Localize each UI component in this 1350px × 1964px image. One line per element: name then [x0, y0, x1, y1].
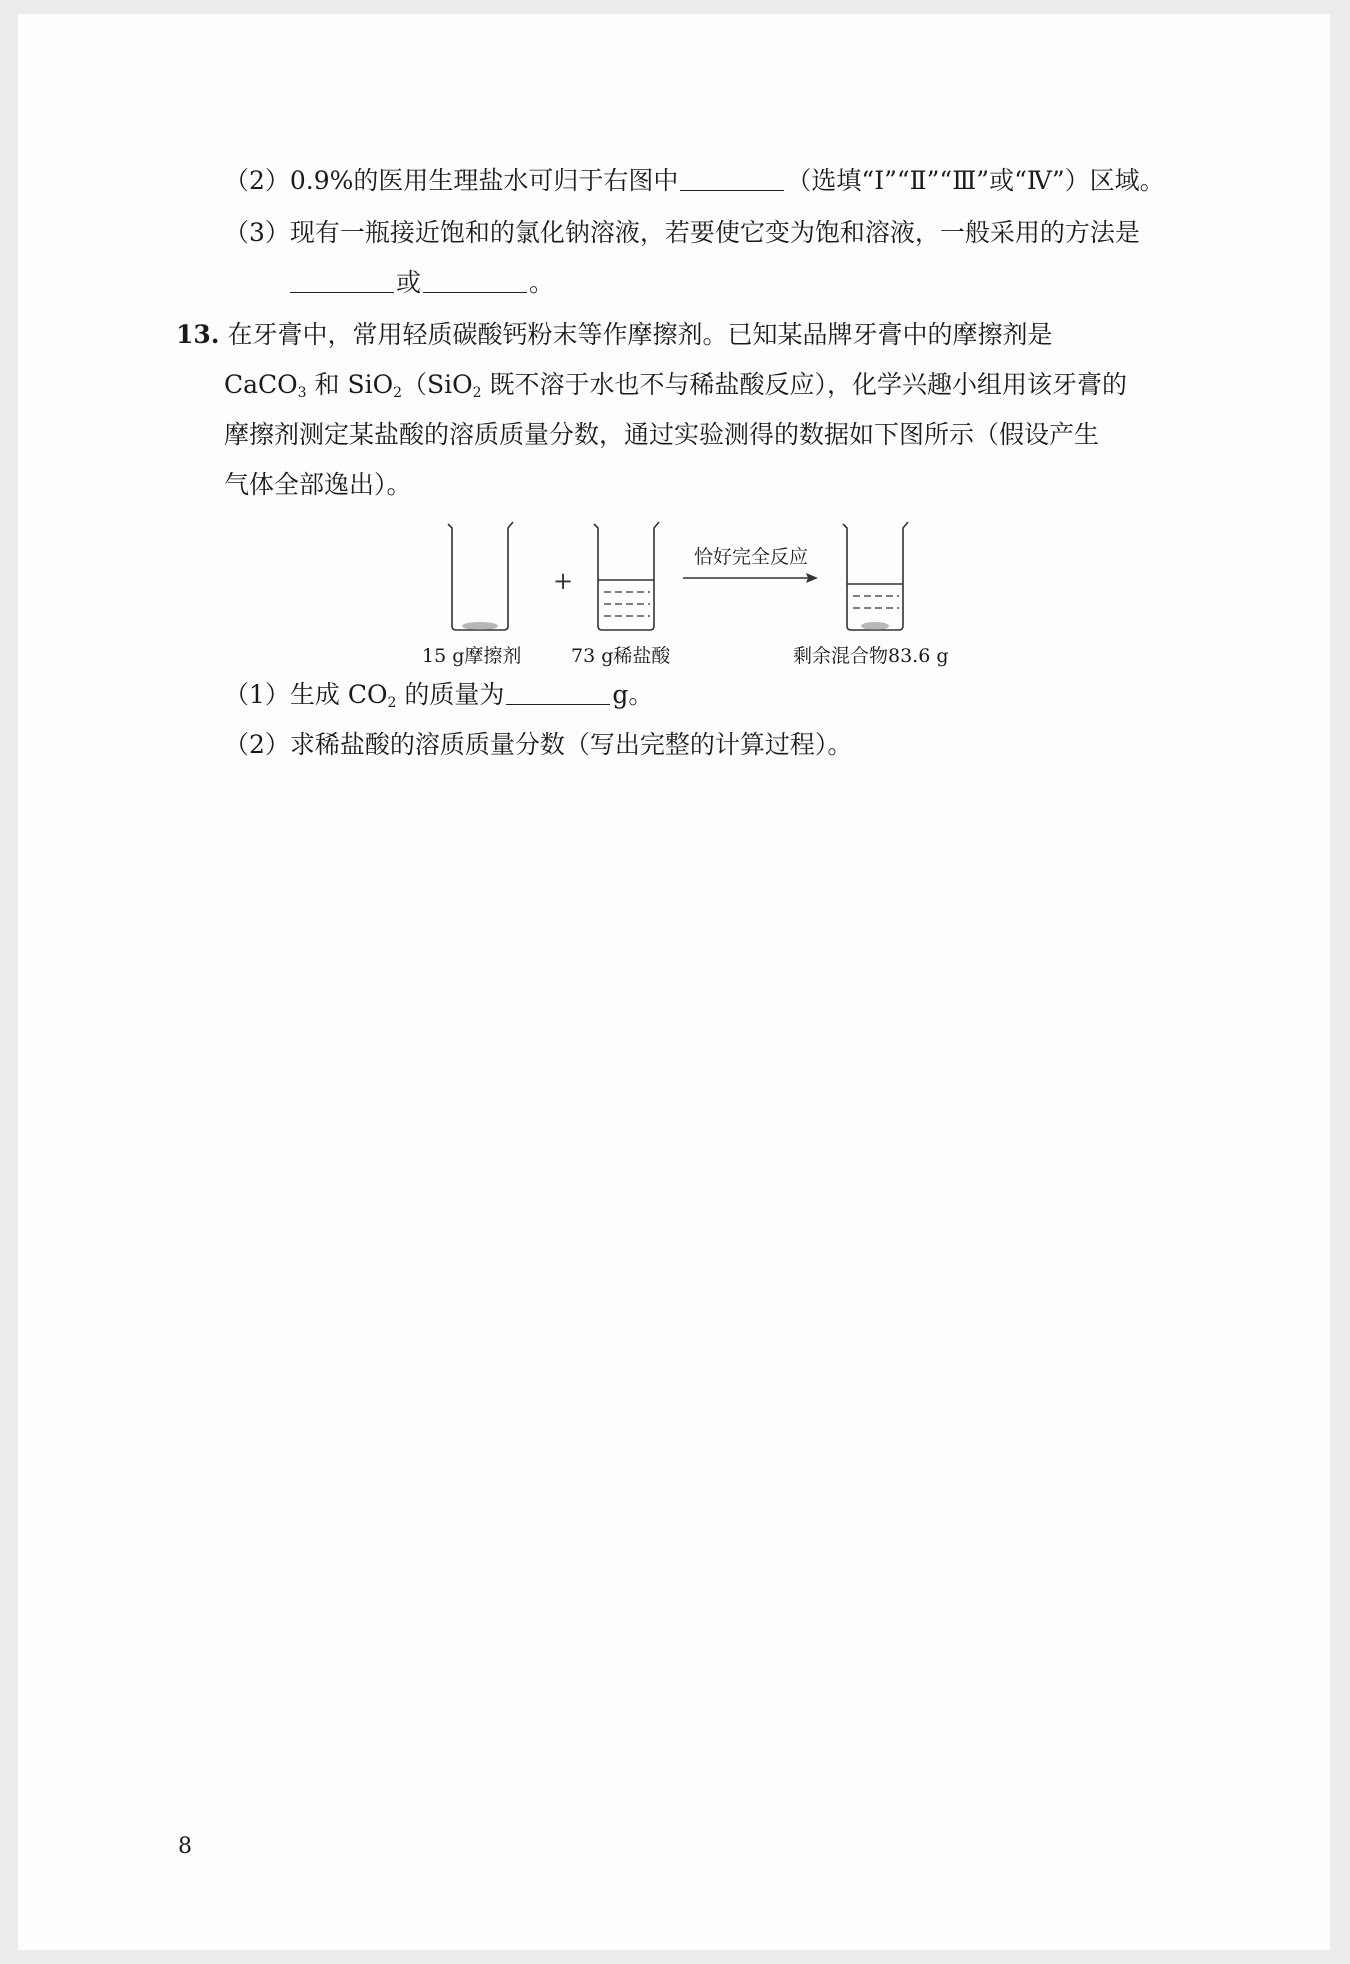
answer-blank[interactable] — [680, 164, 784, 191]
page-number: 8 — [178, 1834, 192, 1859]
q12-sub3-end: 。 — [529, 268, 555, 297]
beaker-2 — [594, 522, 659, 630]
answer-blank[interactable] — [423, 266, 527, 293]
label-remaining: 剩余混合物83.6 g — [793, 645, 949, 667]
q13-line3: 摩擦剂测定某盐酸的溶质质量分数，通过实验测得的数据如下图所示（假设产生 — [224, 420, 1100, 449]
q13-line2: CaCO$_3$ 和 SiO$_2$（SiO$_2$ 既不溶于水也不与稀盐酸反应），化学兴趣小组用该牙膏的 — [224, 370, 1128, 401]
q12-sub2 — [224, 164, 1165, 198]
reaction-figure — [418, 514, 998, 654]
q13-line1 — [176, 318, 1052, 352]
question-number: 13. — [176, 320, 220, 349]
powder-icon — [462, 622, 498, 630]
q12-sub3-line1: （3）现有一瓶接近饱和的氯化钠溶液，若要使它变为饱和溶液，一般采用的方法是 — [224, 218, 1140, 247]
q13-line4: 气体全部逸出）。 — [224, 470, 412, 499]
q12-sub3-line2 — [288, 266, 554, 300]
label-acid: 73 g稀盐酸 — [571, 645, 671, 667]
q12-sub3-or: 或 — [396, 268, 422, 297]
label-abrasive: 15 g摩擦剂 — [422, 645, 522, 667]
arrow-label: 恰好完全反应 — [693, 546, 809, 568]
answer-blank[interactable] — [290, 266, 394, 293]
q13-text: 在牙膏中，常用轻质碳酸钙粉末等作摩擦剂。已知某品牌牙膏中的摩擦剂是 — [227, 320, 1053, 349]
plus-sign: + — [552, 567, 574, 595]
q12-sub2-text-end: （选填“Ⅰ”“Ⅱ”“Ⅲ”或“Ⅳ”）区域。 — [786, 166, 1165, 195]
q13-sub2: （2）求稀盐酸的溶质质量分数（写出完整的计算过程）。 — [224, 730, 853, 759]
beaker-3 — [843, 522, 908, 630]
page — [18, 14, 1330, 1950]
reaction-arrow-icon — [683, 573, 818, 583]
q13-sub1: （1）生成 $CO_2$ 的质量为 g。 — [224, 680, 654, 711]
q12-sub2-text: （2）0.9%的医用生理盐水可归于右图中 — [224, 166, 679, 195]
beaker-1 — [448, 522, 513, 630]
residue-icon — [861, 622, 889, 630]
answer-blank[interactable] — [506, 678, 610, 705]
